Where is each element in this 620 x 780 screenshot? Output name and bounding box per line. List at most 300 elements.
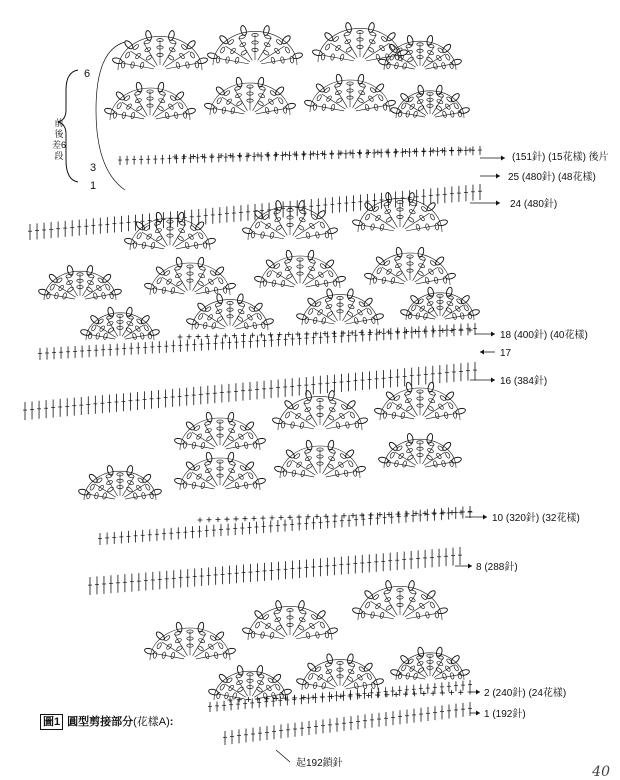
single-crochet-mark [320, 151, 325, 156]
chain-loop [373, 277, 377, 284]
chain-loop [421, 594, 428, 601]
puff-cluster [368, 22, 376, 33]
chain-loop [438, 267, 444, 274]
puff-cluster [296, 313, 307, 321]
puff-cluster [363, 662, 374, 673]
chain-loop [423, 313, 428, 320]
double-crochet-mark [326, 423, 357, 429]
fan-motif-6 [204, 77, 296, 115]
single-crochet-mark [395, 329, 400, 334]
double-crochet-mark [346, 684, 374, 689]
chain-loop [435, 412, 440, 419]
puff-cluster [285, 102, 296, 110]
row-arrowhead-2 [496, 174, 500, 179]
single-crochet-mark [338, 694, 343, 699]
puff-cluster [437, 607, 448, 615]
puff-cluster [345, 22, 353, 33]
double-crochet-mark [135, 244, 164, 249]
double-crochet-mark [223, 464, 236, 486]
double-crochet-mark [315, 106, 344, 111]
puff-cluster [275, 600, 283, 611]
double-crochet-mark [261, 58, 292, 64]
chain-loop [413, 673, 418, 680]
chain-loop [348, 460, 354, 467]
double-crochet-mark [325, 300, 337, 321]
puff-cluster [89, 314, 100, 325]
double-crochet-mark [363, 35, 377, 58]
puff-cluster [363, 297, 374, 308]
puff-cluster [378, 456, 389, 464]
chain-loop [407, 56, 414, 62]
puff-cluster [88, 473, 99, 484]
double-crochet-mark [342, 665, 354, 686]
chain-loop [153, 287, 157, 294]
double-crochet-mark [174, 634, 187, 656]
single-crochet-mark [384, 692, 389, 697]
puff-cluster [124, 237, 135, 245]
chain-loop [200, 442, 205, 449]
chain-loop [133, 242, 137, 249]
fan-motif-11 [352, 192, 448, 232]
chain-loop [253, 442, 257, 449]
single-crochet-mark [449, 690, 454, 695]
puff-cluster [469, 309, 480, 317]
chain-loop [183, 112, 187, 119]
fan-motif-5 [104, 82, 196, 120]
single-crochet-mark [246, 697, 251, 702]
double-crochet-mark [173, 224, 186, 246]
puff-cluster [281, 688, 292, 696]
double-crochet-mark [432, 658, 443, 676]
chain-loop [175, 62, 180, 69]
double-crochet-mark [406, 103, 426, 116]
double-crochet-mark [403, 205, 417, 228]
double-crochet-mark [252, 677, 264, 696]
chain-loop [256, 686, 263, 692]
double-crochet-mark [417, 96, 428, 114]
chain-loop [305, 632, 310, 639]
fan-motif-17 [186, 293, 274, 330]
double-crochet-mark [427, 298, 438, 316]
chain-loop [220, 46, 226, 53]
fan-motif-22 [374, 382, 466, 420]
puff-cluster [271, 673, 282, 684]
puff-cluster [255, 477, 266, 485]
puff-cluster [451, 58, 462, 66]
puff-cluster [111, 288, 122, 296]
single-crochet-mark [412, 691, 417, 696]
double-crochet-mark [356, 106, 385, 111]
chain-loop [308, 308, 314, 315]
row-arrowhead-8 [468, 564, 472, 569]
double-crochet-mark [144, 43, 158, 66]
double-crochet-mark [55, 284, 76, 297]
chain-loop [235, 482, 240, 489]
double-crochet-mark [416, 279, 445, 284]
puff-cluster [254, 275, 265, 283]
double-crochet-mark [82, 277, 94, 296]
fan-motif-2 [207, 25, 303, 65]
caption-suffix: : [169, 716, 174, 728]
row-label-16: 16 (384針) [500, 376, 548, 387]
double-crochet-mark [236, 677, 248, 696]
double-crochet-mark [296, 633, 327, 639]
single-crochet-mark [386, 329, 391, 334]
single-crochet-mark [440, 690, 445, 695]
fan-motif-14 [254, 250, 346, 288]
chain-loop [218, 642, 224, 649]
single-crochet-mark [323, 331, 328, 336]
single-crochet-mark [348, 150, 353, 155]
single-crochet-mark [255, 153, 260, 158]
row-label-25: 25 (480針) (48花樣) [508, 172, 596, 183]
double-crochet-mark [176, 244, 205, 249]
puff-cluster [355, 465, 366, 473]
single-crochet-mark [265, 152, 270, 157]
chain-loop [427, 307, 434, 313]
chain-loop [227, 39, 234, 46]
caption-title: 圓型剪接部分 [67, 716, 134, 728]
single-crochet-mark [431, 148, 436, 153]
puff-cluster [225, 647, 236, 655]
single-crochet-mark [209, 154, 214, 159]
puff-cluster [445, 272, 456, 280]
chain-loop [235, 57, 240, 64]
chain-loop [435, 105, 442, 111]
chain-loop [181, 44, 188, 51]
puff-cluster [388, 441, 399, 452]
chain-loop [270, 57, 275, 64]
puff-cluster [253, 302, 264, 313]
double-crochet-mark [234, 89, 247, 111]
chain-loop [266, 270, 272, 277]
double-crochet-mark [258, 38, 272, 61]
chain-loop [366, 308, 372, 315]
double-crochet-mark [406, 47, 418, 66]
chain-loop [230, 107, 235, 114]
chain-loop [445, 452, 451, 459]
single-crochet-mark [274, 696, 279, 701]
puff-cluster [352, 607, 363, 615]
chain-loop [386, 402, 392, 409]
chain-loop [244, 322, 249, 329]
chain-loop [425, 277, 430, 284]
chain-loop [186, 472, 192, 479]
double-crochet-mark [363, 225, 394, 231]
puff-cluster [441, 43, 452, 54]
double-crochet-mark [296, 233, 327, 239]
fan-motif-31 [296, 653, 384, 690]
fan-motif-8 [390, 85, 470, 118]
double-crochet-mark [232, 305, 244, 326]
double-crochet-mark [435, 675, 460, 680]
chain-loop [341, 404, 348, 411]
puff-cluster [352, 219, 363, 227]
single-crochet-mark [304, 331, 309, 336]
double-crochet-mark [304, 403, 318, 426]
chain-loop [319, 221, 325, 228]
chain-loop [415, 224, 420, 231]
chain-loop [426, 56, 433, 62]
chain-loop [143, 324, 149, 331]
single-crochet-mark [216, 517, 221, 522]
single-crochet-mark [378, 512, 383, 517]
puff-cluster [388, 43, 399, 54]
double-crochet-mark [416, 305, 436, 318]
chain-loop [150, 242, 155, 249]
chain-loop [321, 317, 326, 324]
double-crochet-mark [90, 335, 115, 340]
chain-loop [105, 284, 111, 291]
single-crochet-mark [394, 149, 399, 154]
single-crochet-mark [440, 328, 445, 333]
puff-cluster [168, 30, 176, 41]
chain-loop [365, 601, 371, 608]
chain-loop [326, 676, 333, 682]
chain-loop [248, 432, 254, 439]
double-crochet-mark [256, 109, 285, 114]
double-crochet-mark [285, 472, 314, 477]
double-crochet-mark [445, 315, 470, 320]
fan-motif-1 [112, 30, 208, 70]
chain-loop [237, 316, 244, 322]
puff-cluster [451, 456, 462, 464]
chain-loop [156, 277, 162, 284]
single-crochet-mark [351, 513, 356, 518]
row-label-10: 10 (320針) (32花樣) [492, 513, 580, 524]
puff-cluster [312, 49, 323, 57]
puff-cluster [304, 99, 315, 107]
chain-loop [263, 280, 267, 287]
chain-loop [91, 324, 97, 331]
double-crochet-mark [66, 277, 78, 296]
double-crochet-mark [384, 205, 398, 228]
chain-loop [353, 470, 357, 477]
puff-cluster [104, 107, 115, 115]
chain-loop [255, 621, 261, 628]
puff-cluster [80, 329, 91, 337]
single-crochet-mark [261, 516, 266, 521]
double-crochet-mark [274, 613, 288, 636]
single-crochet-mark [187, 334, 192, 339]
single-crochet-mark [228, 698, 233, 703]
chain-loop [448, 402, 454, 409]
double-crochet-mark [426, 414, 455, 419]
chain-loop [332, 36, 339, 43]
row-arrowhead-4 [491, 332, 495, 337]
chain-loop [216, 316, 223, 322]
chain-loop [402, 62, 407, 69]
chain-loop [319, 621, 325, 628]
chain-loop [237, 686, 244, 692]
puff-cluster [196, 302, 207, 313]
plus-row-2 [228, 690, 473, 703]
chain-loop [433, 460, 438, 467]
double-crochet-mark [444, 305, 464, 318]
stitch-band-row-24 [28, 184, 482, 240]
chain-loop [376, 267, 382, 274]
chain-loop [185, 242, 190, 249]
single-crochet-mark [223, 333, 228, 338]
chain-loop [407, 454, 414, 460]
puff-cluster [374, 407, 385, 415]
chain-loop [400, 412, 405, 419]
double-crochet-mark [425, 64, 451, 69]
single-crochet-mark [252, 516, 257, 521]
chain-loop [313, 104, 317, 111]
chain-loop [130, 112, 135, 119]
single-crochet-mark [375, 150, 380, 155]
chain-loop [213, 107, 217, 114]
chain-loop [443, 277, 447, 284]
double-crochet-mark [303, 262, 316, 284]
row-label-3: 3 [90, 162, 97, 174]
puff-cluster [455, 407, 466, 415]
single-crochet-mark [449, 148, 454, 153]
single-crochet-mark [205, 334, 210, 339]
chain-loop [308, 673, 314, 680]
chain-loop [285, 411, 291, 418]
chain-loop [326, 311, 333, 317]
puff-cluster [263, 25, 271, 36]
single-crochet-mark [241, 333, 246, 338]
chain-loop [411, 304, 417, 311]
fan-motif-30 [208, 665, 292, 700]
caption-tag: 圖1 [40, 714, 63, 730]
row-arrowhead-7 [483, 515, 487, 520]
stitch-band-row-8 [88, 547, 462, 595]
double-crochet-mark [422, 47, 434, 66]
double-crochet-mark [307, 319, 335, 324]
single-crochet-mark [413, 329, 418, 334]
chain-loop [330, 104, 335, 111]
chain-loop [401, 664, 407, 671]
fan-motif-15 [364, 247, 456, 285]
chain-loop [223, 652, 227, 659]
puff-cluster [225, 282, 236, 290]
plus-row-back-piece [173, 148, 473, 160]
chain-loop [200, 482, 205, 489]
puff-cluster [272, 417, 283, 425]
chain-loop [442, 111, 447, 118]
chain-loop [354, 682, 359, 689]
puff-cluster [364, 272, 375, 280]
chain-loop [347, 311, 354, 317]
chain-loop [453, 664, 459, 671]
single-crochet-mark [385, 149, 390, 154]
chain-loop [452, 313, 457, 320]
chain-loop [435, 667, 442, 673]
puff-cluster [78, 488, 89, 496]
single-crochet-mark [360, 513, 365, 518]
chain-loop [316, 94, 322, 101]
chain-loop [189, 51, 195, 58]
double-crochet-mark [253, 633, 284, 639]
puff-cluster [204, 102, 215, 110]
row-label-18: 18 (400針) (40花樣) [500, 330, 588, 341]
plus-row-18 [178, 328, 473, 340]
double-crochet-mark [134, 94, 147, 116]
chain-loop [186, 432, 192, 439]
chain-loop [132, 44, 139, 51]
chain-loop [311, 614, 318, 621]
double-crochet-mark [293, 213, 307, 236]
fan-motif-9 [124, 212, 216, 250]
double-crochet-mark [442, 298, 453, 316]
double-crochet-mark [174, 269, 187, 291]
single-crochet-mark [421, 149, 426, 154]
chain-loop [165, 112, 170, 119]
double-crochet-mark [323, 452, 336, 474]
chain-loop [453, 102, 459, 109]
fan-motif-12 [38, 265, 122, 300]
puff-cluster [149, 329, 160, 337]
double-crochet-mark [197, 324, 225, 329]
puff-cluster [437, 219, 448, 227]
chain-loop [453, 412, 457, 419]
chain-loop [235, 442, 240, 449]
chain-loop [445, 307, 452, 313]
fan-motif-32 [390, 647, 470, 680]
fan-motif-25 [274, 440, 366, 478]
chain-loop [183, 442, 187, 449]
stitch-band-row-25 [118, 146, 482, 165]
puff-cluster [205, 237, 216, 245]
row-label-8: 8 (288針) [476, 562, 518, 573]
puff-cluster [174, 477, 185, 485]
double-crochet-mark [125, 335, 150, 340]
single-crochet-mark [225, 517, 230, 522]
chain-loop [198, 232, 204, 239]
chain-loop [116, 102, 122, 109]
double-crochet-mark [400, 675, 425, 680]
chain-loop [286, 460, 292, 467]
puff-cluster [327, 227, 338, 235]
chain-loop [67, 286, 74, 292]
double-crochet-mark [344, 35, 358, 58]
row-arrowhead-5 [480, 350, 484, 355]
double-crochet-mark [417, 658, 428, 676]
chain-loop [140, 62, 145, 69]
puff-cluster [38, 288, 49, 296]
chain-loop [340, 54, 345, 61]
single-crochet-mark [259, 333, 264, 338]
double-crochet-mark [385, 414, 414, 419]
puff-cluster [459, 107, 470, 115]
double-crochet-mark [254, 684, 275, 697]
fan-motif-16 [80, 307, 160, 340]
double-crochet-mark [95, 484, 116, 497]
double-crochet-mark [124, 325, 144, 338]
chain-loop [256, 313, 262, 320]
chain-loop [389, 54, 395, 61]
single-crochet-mark [348, 694, 353, 699]
chain-loop [153, 652, 157, 659]
single-crochet-mark [214, 334, 219, 339]
fan-motif-23 [78, 465, 162, 500]
foundation-arrow [276, 750, 290, 762]
puff-cluster [390, 669, 401, 677]
chain-loop [372, 594, 379, 601]
single-crochet-mark [277, 332, 282, 337]
chain-loop [145, 484, 151, 491]
double-crochet-mark [375, 279, 404, 284]
chain-loop [253, 482, 257, 489]
double-crochet-mark [334, 86, 347, 108]
double-crochet-mark [204, 424, 217, 446]
chain-loop [102, 492, 107, 499]
single-crochet-mark [228, 153, 233, 158]
